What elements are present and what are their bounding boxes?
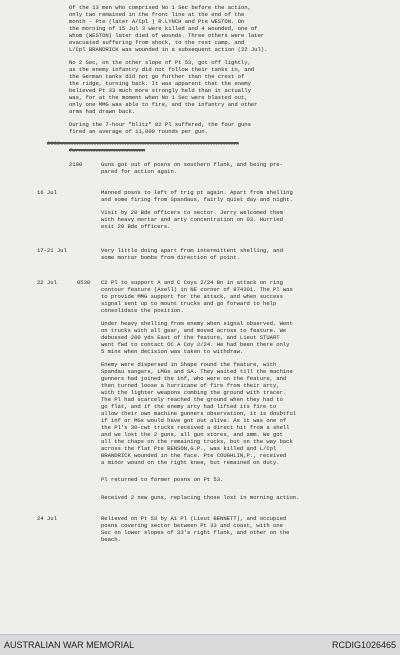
text-line: beach.	[101, 536, 121, 543]
text-line: was, for at the moment when No 1 Sec were blasted out,	[69, 94, 248, 101]
text-line: debussed 200 yds East of the feature, and Lieut STUART	[101, 334, 280, 341]
footer-source: AUSTRALIAN WAR MEMORIAL	[4, 640, 135, 650]
footer-record-id: RCDIG1026465	[331, 640, 396, 650]
text-line: then turned loose a hurricane of fire from their arty,	[101, 382, 280, 389]
entry-date: 17-21 Jul	[37, 247, 67, 254]
entry-date: 22 Jul	[37, 279, 57, 286]
text-line: No 2 Sec, on the other slope of Pt 53, got off lightly,	[69, 59, 251, 66]
text-line: to provide MMG support for the attack, and when success	[101, 293, 283, 300]
text-line: posns covering sector between Pt 33 and coast, with one	[101, 522, 283, 529]
text-line: with the lighter weapons combing the ground with tracer.	[101, 389, 287, 396]
text-line: Of the 13 men who comprised No 1 Sec before the action,	[69, 4, 251, 11]
text-line: The Pl had scarcely reached the ground when they had to	[101, 396, 283, 403]
text-line: consolidate the position.	[101, 307, 184, 314]
text-line: the Pl's 30-cwt trucks received a direct hit from a shell	[101, 424, 290, 431]
text-line: go flat, and if the enemy arty had lifted its fire to	[101, 403, 277, 410]
text-line: L/Cpl BRANDRICK was wounded in a subsequent action (22 Jul).	[69, 46, 268, 53]
footer-bar	[0, 634, 400, 655]
text-line: whom (WESTON) later died of wounds. Three others were later	[69, 32, 265, 39]
text-line: fired an average of 11,000 rounds per gun.	[69, 128, 208, 135]
text-line: Pl returned to former posns on Pt 53.	[101, 476, 224, 483]
text-line: allow their own machine gunners observation, it is doubtful	[101, 410, 297, 417]
entry-date: 16 Jul	[37, 189, 57, 196]
text-line: Sec on lower slopes of 33's right flank, and other on the	[101, 529, 290, 536]
text-line: contour feature (Axell) in NE corner of 874301. The Pl was	[101, 286, 293, 293]
entry-date: 24 Jul	[37, 515, 57, 522]
text-line: all the chaps on the remaining trucks, but on the way back	[101, 438, 293, 445]
text-line: Very little doing apart from intermittent shelling, and	[101, 247, 283, 254]
text-line: the ridge, turning back. It was apparent that the enemy	[69, 80, 251, 87]
text-line: evacuated suffering from shock, to the rest camp, and	[69, 39, 245, 46]
text-line: During the 7-hour "blitz" 02 Pl suffered, the four guns	[69, 121, 251, 128]
text-line: the morning of 15 Jul 3 were killed and 4 wounded, one of	[69, 25, 258, 32]
text-line: only one MMG was able to fire, and the infantry and other	[69, 101, 258, 108]
text-line: and some firing from Spandaus, fairly quiet day and night.	[101, 196, 293, 203]
text-line: some mortar bombs from direction of point.	[101, 254, 240, 261]
text-line: exit 20 Bde officers.	[101, 223, 171, 230]
entry-time: 0530	[77, 279, 91, 286]
text-line: went fwd to contact OC A Coy 2/24. He had been there only	[101, 341, 290, 348]
text-line: 5 mins when decision was taken to withdraw.	[101, 348, 244, 355]
text-line: signal sent up to mount trucks and go forward to help	[101, 300, 277, 307]
text-line: and we lost the 2 guns, all gun stores, and amm. We got	[101, 431, 283, 438]
text-line: on trucks with all gear, and moved across to feature. We	[101, 327, 287, 334]
text-line: a minor wound on the right knee, but remained on duty.	[101, 459, 280, 466]
text-line: across the flat Pte BENSON,G.P., was killed and L/Cpl	[101, 445, 277, 452]
text-line: only two remained in the front line at the end of the	[69, 11, 245, 18]
text-line: BRANDRICK wounded in the face. Pte COUGHLIN,P., received	[101, 452, 287, 459]
text-line: Relieved on Pt 53 by A1 Pl (Lieut BENNETT), and occupied	[101, 515, 287, 522]
text-line: Spandau sangars, LMGs and SA. They waited till the machine	[101, 368, 293, 375]
text-line: believed Pt 33 much more strongly held than it actually	[69, 87, 251, 94]
text-line: as the enemy infantry did not follow their tanks in, and	[69, 66, 255, 73]
text-line: Enemy were dispersed in Shape round the feature, with	[101, 361, 277, 368]
text-line: month - Pte (later A/Cpl ) R.LYNCH and Pte WESTON. On	[69, 18, 245, 25]
text-line: with heavy mortar and arty concentration on 03. Hurried	[101, 216, 283, 223]
text-line: the German tanks did not go further than the crest of	[69, 73, 245, 80]
text-line: Received 2 new guns, replacing those lost in morning action.	[101, 494, 300, 501]
text-line: C2 Pl to support A and C Coys 2/24 Bn in attack on ring	[101, 279, 283, 286]
text-line: Manned posns to left of trig pt again. Apart from shelling	[101, 189, 293, 196]
text-line: Guns got out of posns on southern flank, and being pre-	[101, 161, 283, 168]
text-line: arms had drawn back.	[69, 108, 136, 115]
text-line: Under heavy shelling from enemy when signal observed. Went	[101, 320, 293, 327]
struck-text-line: 2000xxxxxxxxxxxxxxxxxxxxxxxxxxxxxxxxxxxxxxxxxxxxxxxxxxxxxx	[47, 140, 239, 147]
text-line: pared for action again.	[101, 168, 178, 175]
entry-time: 2100	[69, 161, 83, 168]
text-line: if inf or MGs would have got out alive. As it was one of	[101, 417, 287, 424]
text-line: Visit by 20 Bde officers to sector. Jerry welcomed them	[101, 209, 283, 216]
struck-text-line: forxxxxxxxxxxxxxxxxxxxx	[69, 147, 146, 154]
text-line: gunners had joined the inf, who were on the feature, and	[101, 375, 287, 382]
